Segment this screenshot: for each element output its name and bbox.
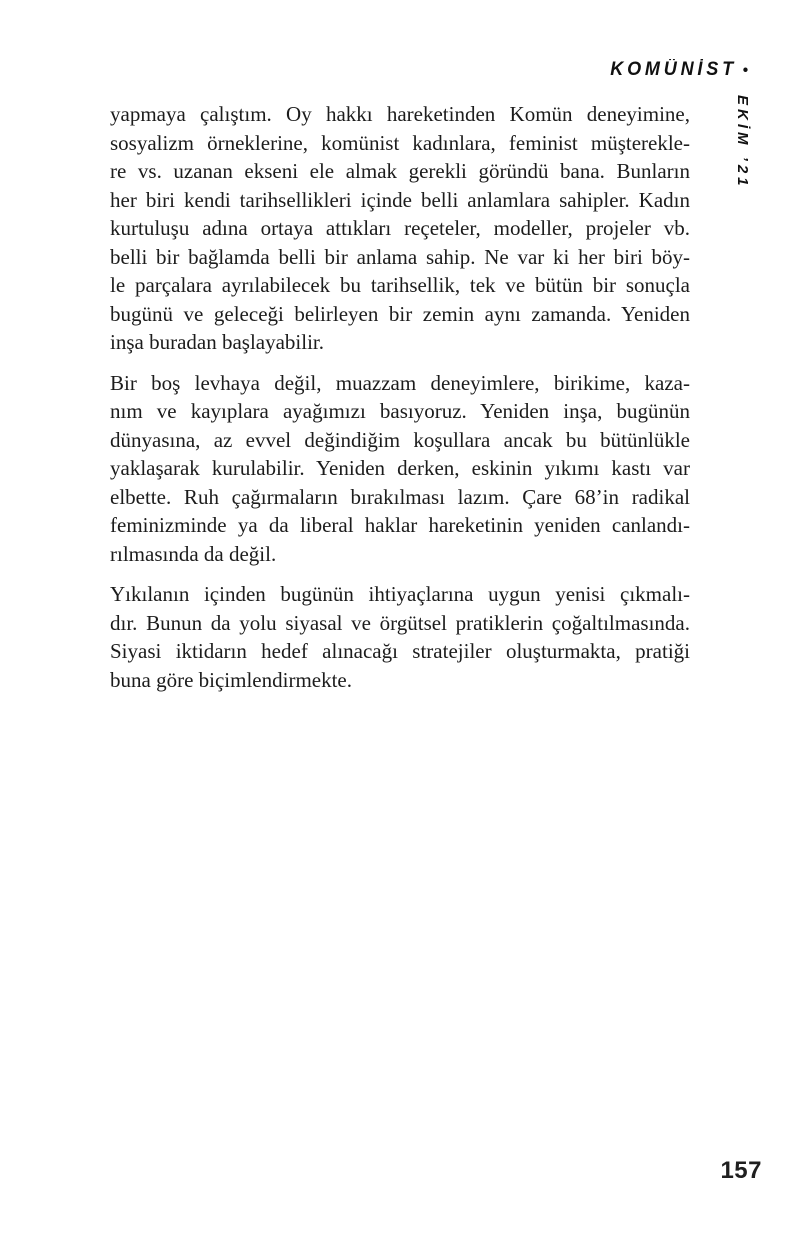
text-line: Yıkılanın içinden bugünün ihtiyaçlarına uygun yenisi çıkmalı- <box>110 582 690 606</box>
body-text <box>110 100 690 694</box>
running-head <box>610 59 748 81</box>
text-line: dünyasına, az evvel değindiğim koşullara ancak bu bütünlükle <box>110 427 690 452</box>
text-line: buna göre biçimlendirmekte. <box>110 667 353 692</box>
text-line: rılmasında da değil. <box>110 541 277 566</box>
text-line: kurtuluşu adına ortaya attıkları reçeteler, modeller, projeler vb. <box>110 216 690 240</box>
journal-title: KOMÜNİST <box>610 59 737 80</box>
text-line: le parçalara ayrılabilecek bu tarihsellik, tek ve bütün bir sonuçla <box>110 273 690 297</box>
text-line: belli bir bağlamda belli bir anlama sahip. Ne var ki her biri böy- <box>110 244 690 269</box>
paragraph <box>110 580 690 694</box>
text-line: nım ve kayıplara ayağımızı basıyoruz. Yeniden inşa, bugünün <box>110 399 690 423</box>
text-line: sosyalizm örneklerine, komünist kadınlara, feminist müşterekle- <box>110 130 690 155</box>
paragraph <box>110 369 690 569</box>
text-line: Bir boş levhaya değil, muazzam deneyimlere, birikime, kaza- <box>110 370 690 395</box>
bullet-separator: • <box>742 62 748 79</box>
text-line: feminizminde ya da liberal haklar hareketinin yeniden canlandı- <box>110 513 690 537</box>
text-line: bugünü ve geleceği belirleyen bir zemin aynı zamanda. Yeniden <box>110 301 690 326</box>
text-line: inşa buradan başlayabilir. <box>110 330 325 354</box>
text-line: elbette. Ruh çağırmaların bırakılması lazım. Çare 68’in radikal <box>110 484 690 509</box>
text-line: dır. Bunun da yolu siyasal ve örgütsel pratiklerin çoğaltılmasında. <box>110 610 690 635</box>
text-line: yaklaşarak kurulabilir. Yeniden derken, eskinin yıkımı kastı var <box>110 456 690 480</box>
text-line: her biri kendi tarihsellikleri içinde belli anlamlara sahipler. Kadın <box>110 187 690 212</box>
text-line: re vs. uzanan ekseni ele almak gerekli göründü bana. Bunların <box>110 159 690 183</box>
text-line: yapmaya çalıştım. Oy hakkı hareketinden Komün deneyimine, <box>110 102 690 126</box>
issue-label: EKİM ’21 <box>734 95 751 190</box>
page-number: 157 <box>720 1157 762 1184</box>
text-line: Siyasi iktidarın hedef alınacağı stratejiler oluşturmakta, pratiği <box>110 639 690 663</box>
paragraph <box>110 100 690 357</box>
